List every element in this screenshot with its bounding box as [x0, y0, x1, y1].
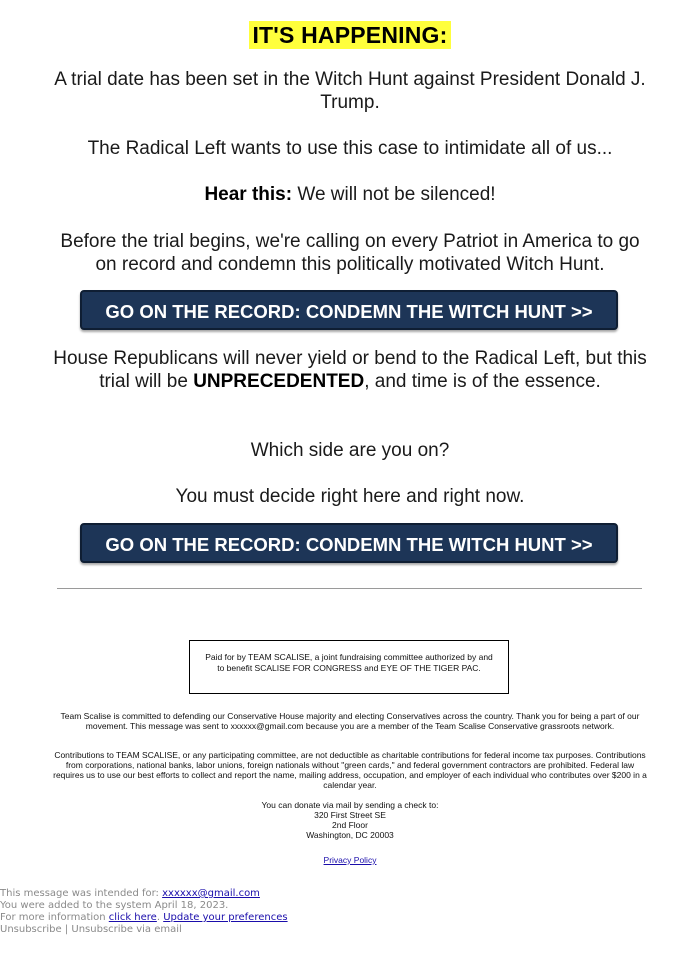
- mail-line-3: Washington, DC 20003: [306, 830, 394, 840]
- paragraph-which-side: Which side are you on?: [250, 440, 450, 461]
- mail-address-block: [50, 800, 650, 840]
- more-info-sep: .: [156, 912, 164, 923]
- paragraph-decide-now: You must decide right here and right now.: [175, 486, 525, 507]
- paragraph-before-trial: Before the trial begins, we're calling on every Patriot in America to go on record and condemn this politically motivated Witch Hunt.: [60, 231, 640, 275]
- privacy-policy-link[interactable]: Privacy Policy: [323, 855, 377, 865]
- update-preferences-link[interactable]: Update your preferences: [163, 912, 288, 923]
- mail-intro: You can donate via mail by sending a check to:: [261, 800, 439, 810]
- click-here-link[interactable]: click here: [108, 912, 157, 923]
- footer-more-info: [0, 913, 400, 924]
- hear-this-bold: Hear this:: [204, 184, 293, 205]
- condemn-witch-hunt-button-1[interactable]: GO ON THE RECORD: CONDEMN THE WITCH HUNT >>: [80, 290, 618, 330]
- condemn-witch-hunt-button-2[interactable]: GO ON THE RECORD: CONDEMN THE WITCH HUNT >>: [80, 523, 618, 563]
- paragraph-hear-this: [50, 183, 650, 206]
- intended-label: This message was intended for:: [0, 888, 163, 899]
- intended-email-link[interactable]: xxxxxx@gmail.com: [162, 888, 260, 899]
- paragraph-house-republicans: [50, 347, 650, 393]
- mail-line-1: 320 First Street SE: [314, 810, 386, 820]
- footer-intended: [0, 889, 400, 900]
- paid-for-disclaimer: Paid for by TEAM SCALISE, a joint fundraising committee authorized by and to benefit SCALISE FOR CONGRESS and EYE OF THE TIGER PAC.: [189, 640, 509, 694]
- headline: IT'S HAPPENING:: [249, 21, 450, 49]
- hear-this-rest: We will not be silenced!: [292, 184, 496, 205]
- more-info-label: For more information: [0, 912, 109, 923]
- house-rep-text-a: House Republicans will never yield or bend to the Radical Left, but this trial will be: [53, 348, 647, 392]
- privacy-policy-container: [50, 855, 650, 865]
- unprecedented-bold: UNPRECEDENTED: [193, 371, 365, 392]
- unsubscribe-email-link[interactable]: Unsubscribe via email: [71, 924, 182, 935]
- footer-unsubscribe: [0, 925, 400, 936]
- footer-added: You were added to the system April 18, 2023.: [0, 900, 229, 911]
- unsubscribe-link[interactable]: Unsubscribe: [0, 924, 62, 935]
- fine-print-contributions: Contributions to TEAM SCALISE, or any participating committee, are not deductible as charitable contributions for federal income tax purposes. Contributions from corporations, national banks, labor unions, foreign nationals without "green cards," and federal government contractors are prohibited. Federal law requires us to use our best efforts to collect and report the name, mailing address, occupation, and employer of each individual who contributes over $200 in a calendar year.: [53, 750, 647, 790]
- headline-container: [0, 22, 700, 49]
- paragraph-trial-date: A trial date has been set in the Witch Hunt against President Donald J. Trump.: [54, 69, 646, 113]
- mail-line-2: 2nd Floor: [332, 820, 368, 830]
- divider: [57, 588, 642, 589]
- unsubscribe-pipe: |: [61, 924, 72, 935]
- paragraph-radical-left: The Radical Left wants to use this case to intimidate all of us...: [87, 138, 613, 159]
- house-rep-text-b: , and time is of the essence.: [364, 371, 601, 392]
- fine-print-commitment: Team Scalise is committed to defending our Conservative House majority and electing Conservatives across the country. Thank you for being a part of our movement. This message was sent to xxxxxx@gmail.com because you are a member of the Team Scalise Conservative grassroots network.: [60, 711, 640, 731]
